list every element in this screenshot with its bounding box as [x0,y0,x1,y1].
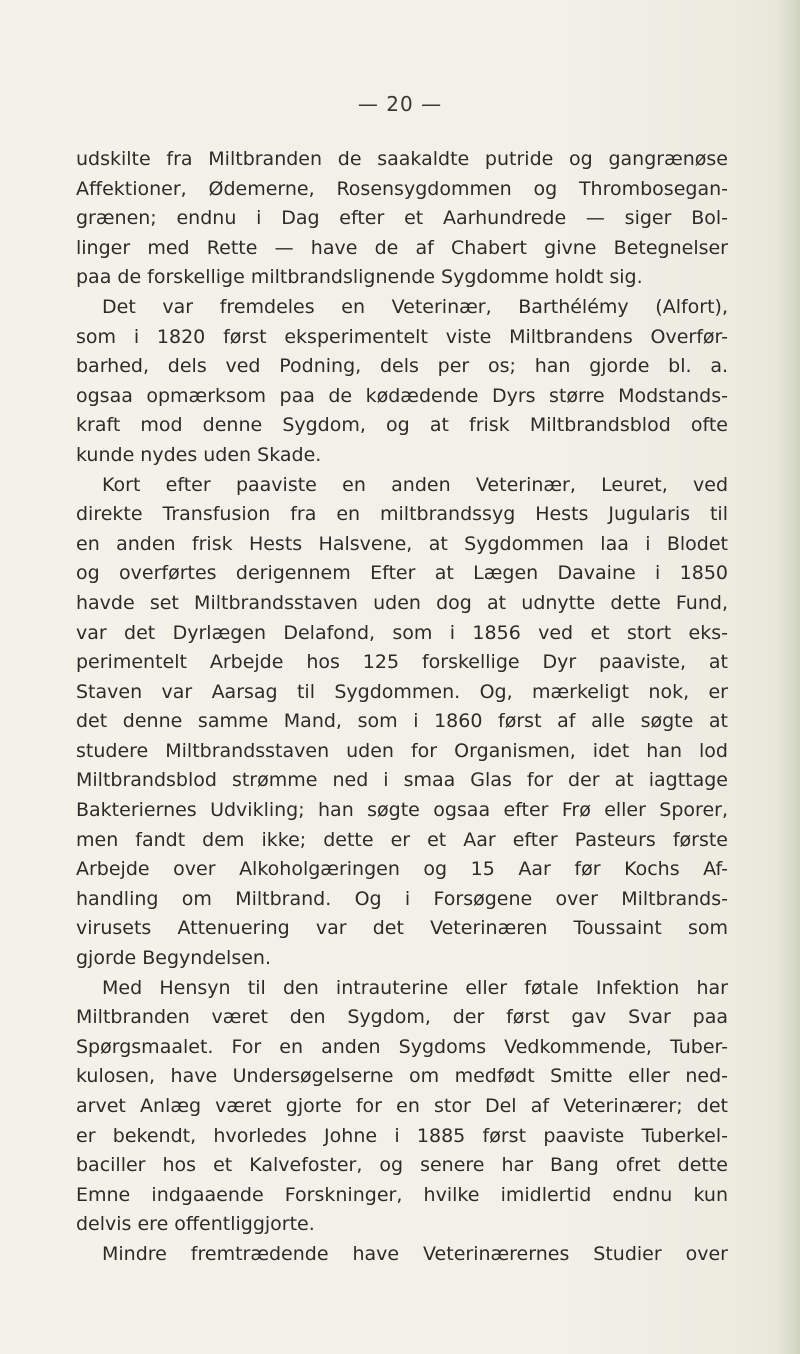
text-line: ogsaa opmærksom paa de kødædende Dyrs større Modstands- [76,384,728,407]
page-edge-line [790,0,792,1354]
page-edge-shadow [778,0,800,1354]
text-line: Mindre fremtrædende have Veterinærernes Studier over [102,1242,728,1265]
text-line: gjorde Begyndelsen. [76,947,272,970]
text-line: Affektioner, Ødemerne, Rosensygdommen og Thrombosegan- [76,177,728,200]
text-line: Det var fremdeles en Veterinær, Barthélémy (Alfort), [102,295,728,318]
text-line: var det Dyrlægen Delafond, som i 1856 ved et stort eks- [76,621,728,644]
text-line: handling om Miltbrand. Og i Forsøgene over Miltbrands- [76,887,728,910]
text-line: kraft mod denne Sygdom, og at frisk Miltbrandsblod ofte [76,414,728,437]
text-line: Kort efter paaviste en anden Veterinær, Leuret, ved [102,473,728,496]
text-line: kunde nydes uden Skade. [76,443,322,466]
text-line: Staven var Aarsag til Sygdommen. Og, mærkeligt nok, er [76,680,728,703]
text-line: linger med Rette — have de af Chabert givne Betegnelser [76,236,728,259]
text-line: Miltbrandsblod strømme ned i smaa Glas for der at iagttage [76,769,728,792]
text-line: Spørgsmaalet. For en anden Sygdoms Vedkommende, Tuber- [76,1035,728,1058]
text-line: Arbejde over Alkoholgæringen og 15 Aar før Kochs Af- [76,858,728,881]
text-line: havde set Miltbrandsstaven uden dog at udnytte dette Fund, [76,591,728,614]
text-line: det denne samme Mand, som i 1860 først af alle søgte at [76,710,728,733]
text-line: delvis ere offentliggjorte. [76,1213,315,1236]
text-line: direkte Transfusion fra en miltbrandssyg Hests Jugularis til [76,503,728,526]
text-line: Bakteriernes Udvikling; han søgte ogsaa efter Frø eller Sporer, [76,799,728,822]
text-line: en anden frisk Hests Halsvene, at Sygdommen laa i Blodet [76,532,728,555]
text-line: arvet Anlæg været gjorte for en stor Del af Veterinærer; det [76,1095,728,1117]
text-line: Med Hensyn til den intrauterine eller føtale Infektion har [102,976,728,999]
text-line: virusets Attenuering var det Veterinæren Toussaint som [76,917,728,940]
text-line: og overførtes derigennem Efter at Lægen Davaine i 1850 [76,562,728,585]
text-line: er bekendt, hvorledes Johne i 1885 først paaviste Tuberkel- [76,1124,728,1147]
text-line: men fandt dem ikke; dette er et Aar efter Pasteurs første [76,828,728,851]
text-line: udskilte fra Miltbranden de saakaldte putride og gangrænøse [76,148,728,170]
text-line: studere Miltbrandsstaven uden for Organismen, idet han lod [76,739,728,762]
text-line: som i 1820 først eksperimentelt viste Miltbrandens Overfør- [76,325,728,348]
text-line: barhed, dels ved Podning, dels per os; han gjorde bl. a. [76,355,728,378]
text-line: Emne indgaaende Forskninger, hvilke imidlertid endnu kun [76,1183,728,1206]
page-number: — 20 — [357,92,443,116]
text-line: kulosen, have Undersøgelserne om medfødt Smitte eller ned- [76,1065,728,1088]
body-text [76,145,728,1270]
text-line: baciller hos et Kalvefoster, og senere har Bang ofret dette [76,1154,728,1177]
text-line: Miltbranden været den Sygdom, der først gav Svar paa [76,1006,728,1029]
text-line: perimentelt Arbejde hos 125 forskellige Dyr paaviste, at [76,651,728,674]
text-line: grænen; endnu i Dag efter et Aarhundrede — siger Bol- [76,207,728,230]
text-line: paa de forskellige miltbrandslignende Sygdomme holdt sig. [76,266,643,289]
